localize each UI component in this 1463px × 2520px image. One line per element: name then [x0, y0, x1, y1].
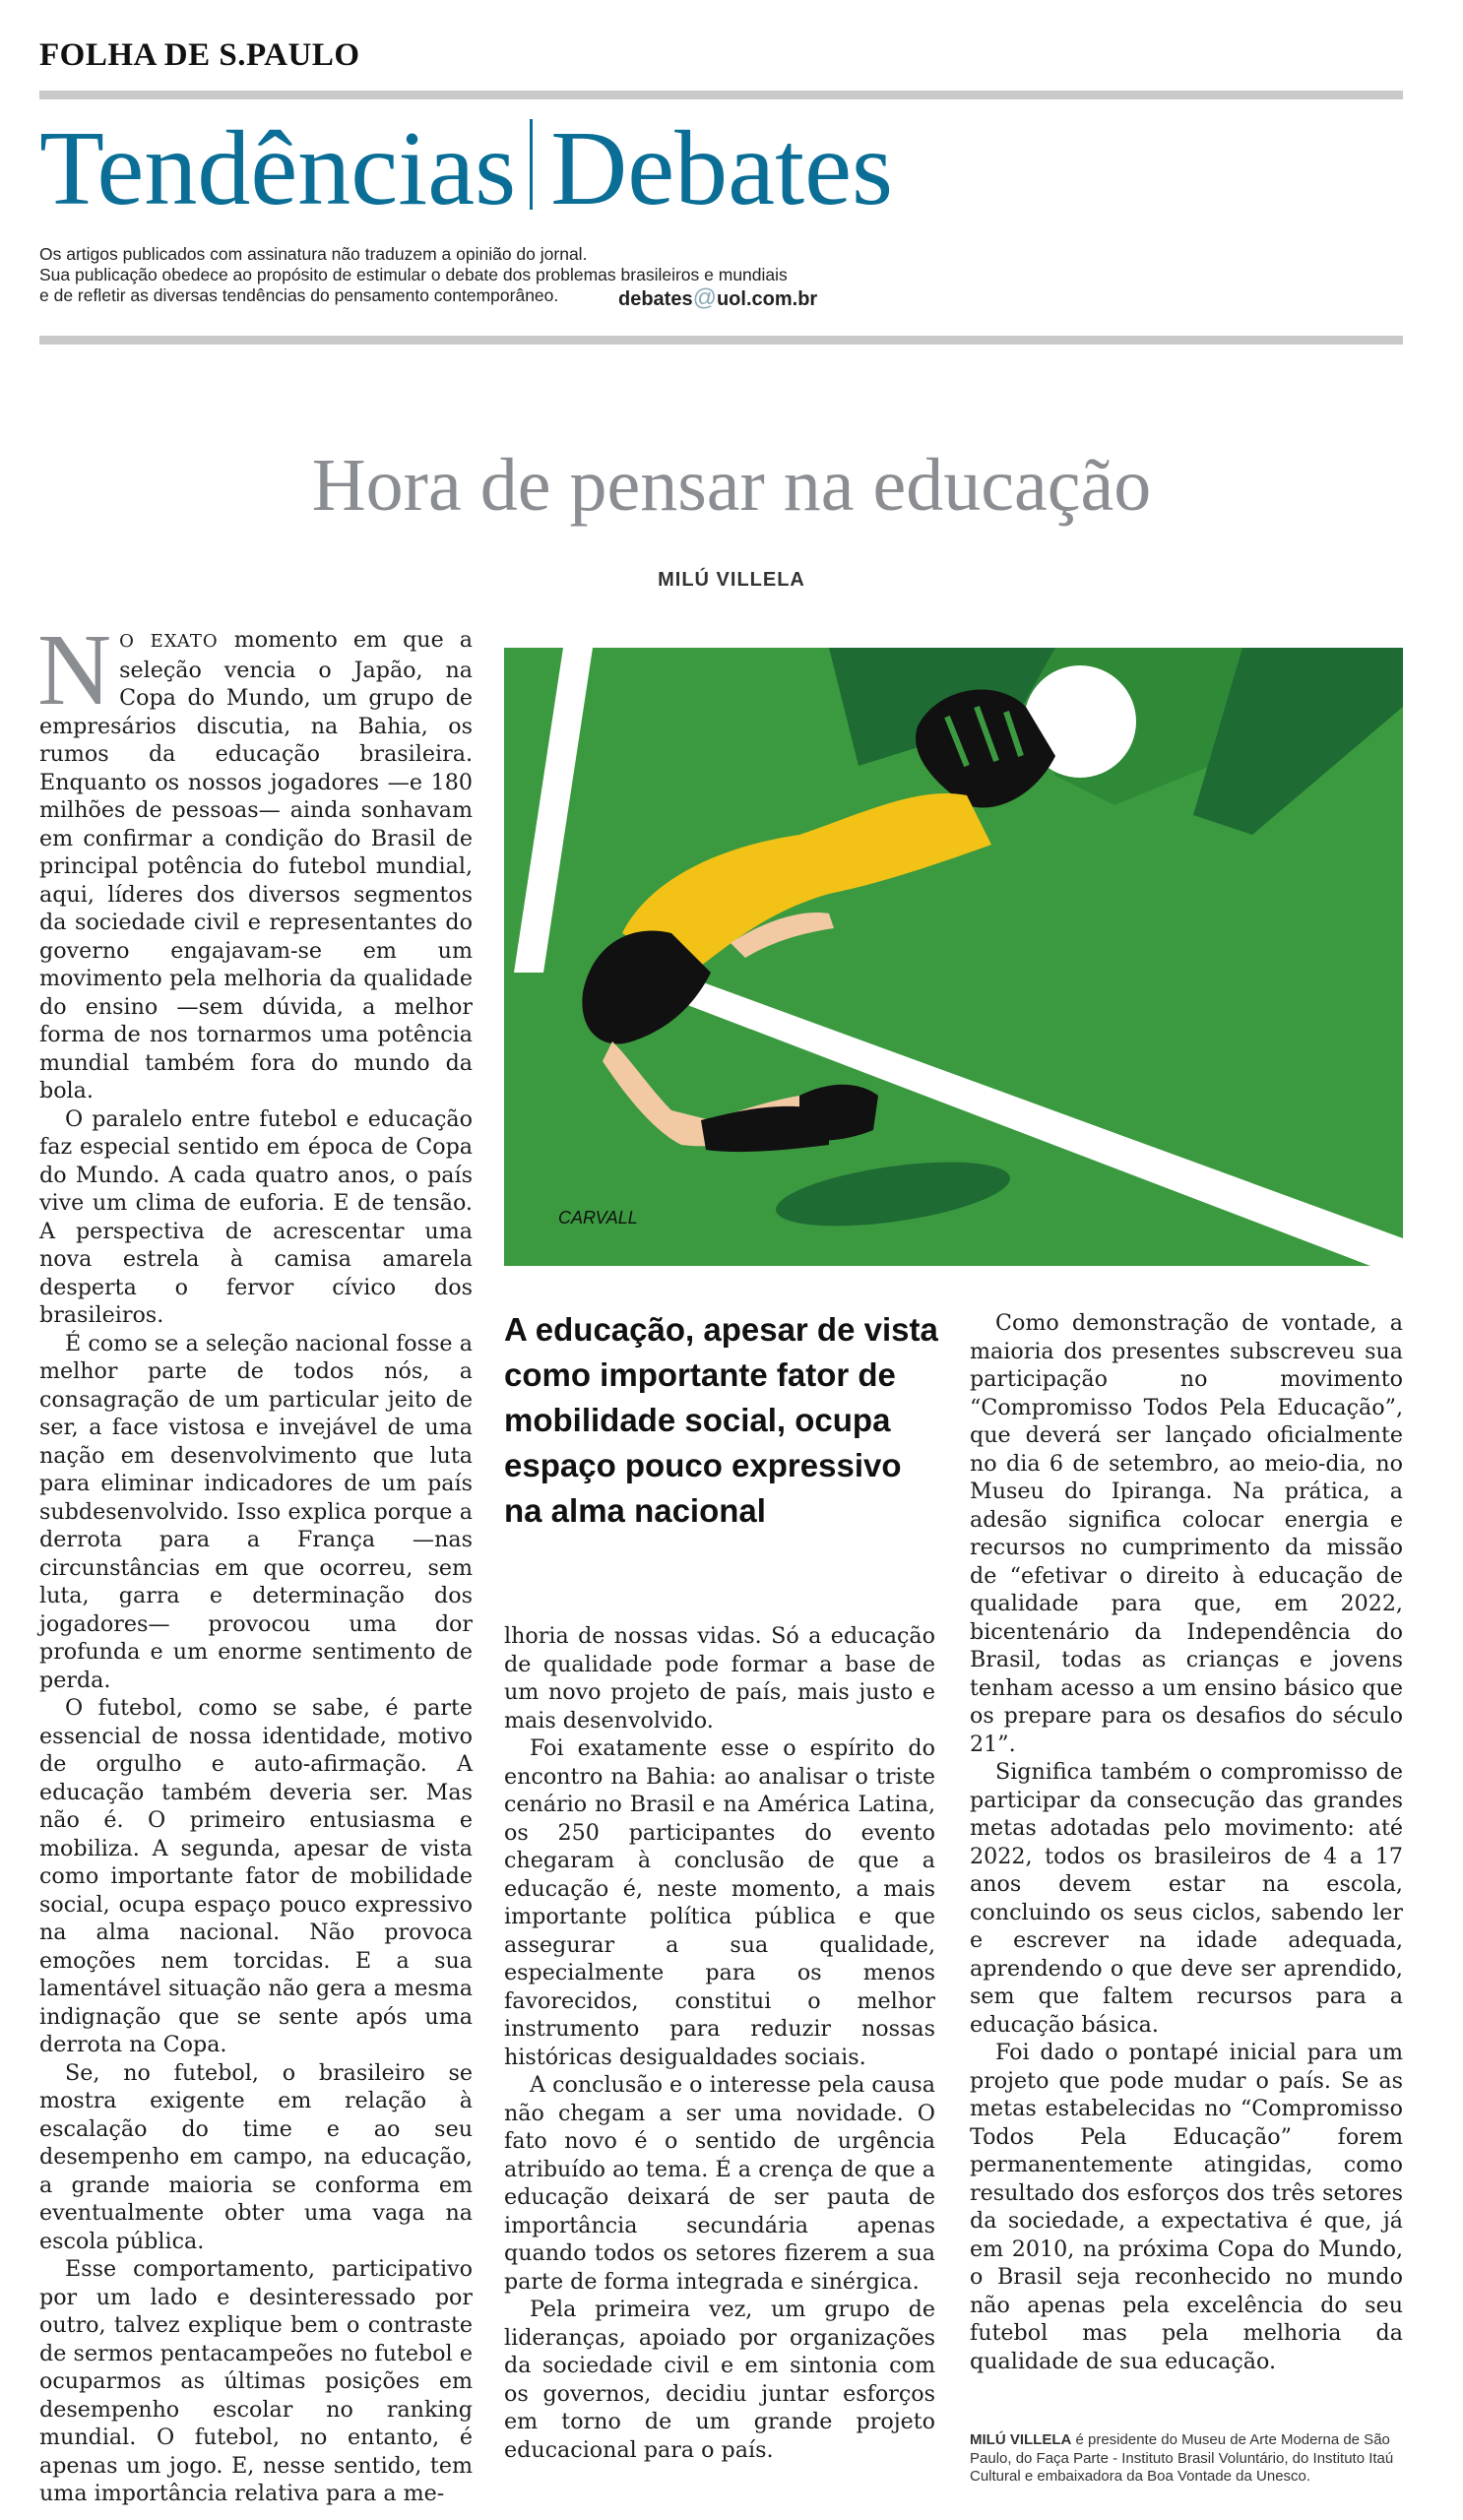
article-column-1 [37, 613, 473, 2508]
author-bio [970, 2431, 1403, 2487]
body-paragraph: A conclusão e o interesse pela causa não chegam a ser uma novidade. O fato novo é o sentido de urgência atribuído ao tema. É a crença de que a educação deixará de ser pauta de importância secundária apenas quando todos os setores fizerem a sua parte de forma integrada e sinérgica. [504, 2072, 935, 2295]
body-paragraph: Foi dado o pontapé inicial para um projeto que pode mudar o país. Se as metas estabelecidas no “Compromisso Todos Pela Educação” forem permanentemente atingidas, como resultado dos esforços dos três setores da sociedade, a expectativa é que, já em 2010, na próxima Copa do Mundo, o Brasil seja reconhecido no mundo não apenas pela excelência do seu futebol mas pela melhoria da qualidade de sua educação. [970, 2040, 1403, 2374]
header-bottom-divider [39, 336, 1403, 345]
section-title-left: Tendências [39, 110, 517, 227]
soccer-player-illustration [504, 648, 1403, 1266]
drop-cap: N [37, 613, 112, 726]
email-at-sign: @ [692, 284, 717, 311]
top-divider [39, 91, 1403, 99]
disclaimer-line-1: Os artigos publicados com assinatura não traduzem a opinião do jornal. [39, 244, 588, 264]
body-paragraph: O paralelo entre futebol e educação faz especial sentido em época de Copa do Mundo. A cada quatro anos, o país vive um clima de euforia. E de tensão. A perspectiva de acrescentar uma nova estrela à camisa amarela desperta o fervor cívico dos brasileiros. [39, 1105, 473, 1328]
article-byline: MILÚ VILLELA [658, 569, 805, 591]
body-paragraph: O futebol, como se sabe, é parte essencial de nossa identidade, motivo de orgulho e auto-afirmação. A educação também deveria ser. Mas não é. O primeiro entusiasma e mobiliza. A segunda, apesar de vista como importante fator de mobilidade social, ocupa espaço pouco expressivo na alma nacional. Não provoca emoções nem torcidas. E a sua lamentável situação não gera a mesma indignação que se sente após uma derrota na Copa. [39, 1695, 473, 2057]
article-headline: Hora de pensar na educação [311, 444, 1152, 527]
email-domain: uol.com.br [716, 288, 818, 310]
body-paragraph: Como demonstração de vontade, a maioria dos presentes subscreveu sua participação no movimento “Compromisso Todos Pela Educação”, que deverá ser lançado oficialmente no dia 6 de setembro, ao meio-dia, no Museu do Ipiranga. Na prática, a adesão significa colocar energia e recursos no cumprimento da missão de “efetivar o direito à educação de qualidade para que, em 2022, bicentenário da Independência do Brasil, todas as crianças e jovens tenham acesso a um ensino básico que os prepare para os desafios do século 21”. [970, 1310, 1403, 1757]
author-bio-text: é presidente do Museu de Arte Moderna de São Paulo, do Faça Parte - Instituto Brasil Voluntário, do Instituto Itaú Cultural e embaixadora da Boa Vontade da Unesco. [970, 2431, 1394, 2485]
email-user: debates [618, 288, 693, 310]
disclaimer-line-3: e de refletir as diversas tendências do pensamento contemporâneo. [39, 285, 559, 305]
body-paragraph: É como se a seleção nacional fosse a melhor parte de todos nós, a consagração de um particular jeito de ser, a face vistosa e invejável de uma nação em desenvolvimento que luta para eliminar indicadores de um país subdesenvolvido. Isso explica porque a derrota para a França —nas circunstâncias em que ocorreu, sem luta, garra e determinação dos jogadores— provocou uma dor profunda e um enorme sentimento de perda. [39, 1330, 473, 1693]
body-paragraph: Foi exatamente esse o espírito do encontro na Bahia: ao analisar o triste cenário no Brasil e na América Latina, os 250 participantes do evento chegaram à conclusão de que a educação é, neste momento, a mais importante política pública e que assegurar a sua qualidade, especialmente para os menos favorecidos, constitui o melhor instrumento para reduzir nossas históricas desigualdades sociais. [504, 1735, 935, 2070]
section-title-right: Debates [550, 110, 894, 227]
body-paragraph: Pela primeira vez, um grupo de lideranças, apoiado por organizações da sociedade civil e em sintonia com os governos, decidiu juntar esforços em torno de um grande projeto educacional para o país. [504, 2297, 935, 2463]
debates-email[interactable] [618, 284, 817, 312]
section-title-separator [530, 119, 533, 210]
lead-text: momento em que a seleção vencia o Japão, na Copa do Mundo, um grupo de empresários discutia, na Bahia, os rumos da educação brasileira. Enquanto os nossos jogadores —e 180 milhões de pessoas— ainda sonhavam em confirmar a condição do Brasil de principal potência do futebol mundial, aqui, líderes dos diversos segmentos da sociedade civil e representantes do governo engajavam-se em um movimento pela melhoria da qualidade do ensino —sem dúvida, a melhor forma de nos tornarmos uma potência mundial também fora do mundo da bola. [39, 627, 473, 1103]
author-bio-name: MILÚ VILLELA [970, 2431, 1072, 2448]
article-column-2 [504, 1622, 935, 2464]
newspaper-masthead: FOLHA DE S.PAULO [39, 37, 360, 73]
body-paragraph: Significa também o compromisso de participar da consecução das grandes metas adotadas pelo movimento: até 2022, todos os brasileiros de 4 a 17 anos devem estar na escola, concluindo os seus ciclos, sabendo ler e escrever na idade adequada, aprendendo o que deve ser aprendido, sem que faltem recursos para a educação básica. [970, 1759, 1403, 2038]
section-title [39, 110, 894, 227]
body-paragraph: Se, no futebol, o brasileiro se mostra exigente em relação à escalação do time e ao seu desempenho em campo, na educação, a grande maioria se conforma em eventualmente obter uma vaga na escola pública. [39, 2059, 473, 2254]
article-column-3 [970, 1309, 1403, 2375]
goalkeeper-boot [799, 1085, 878, 1141]
body-paragraph: Esse comportamento, participativo por um lado e desinteressado por outro, talvez explique bem o contraste de sermos pentacampeões no futebol e ocuparmos as últimas posições em desempenho escolar no ranking mundial. O futebol, no entanto, é apenas um jogo. E, nesse sentido, tem uma importância relativa para a me- [39, 2256, 473, 2506]
lead-paragraph [37, 613, 473, 1105]
disclaimer-line-2: Sua publicação obedece ao propósito de estimular o debate dos problemas brasileiros e mundiais [39, 265, 788, 284]
illustrator-signature: CARVALL [558, 1208, 638, 1228]
body-paragraph: lhoria de nossas vidas. Só a educação de qualidade pode formar a base de um novo projeto de país, mais justo e mais desenvolvido. [504, 1623, 935, 1733]
lead-smallcaps: O EXATO [119, 631, 219, 652]
pull-quote: A educação, apesar de vista como importante fator de mobilidade social, ocupa espaço pouco expressivo na alma nacional [504, 1311, 938, 1529]
